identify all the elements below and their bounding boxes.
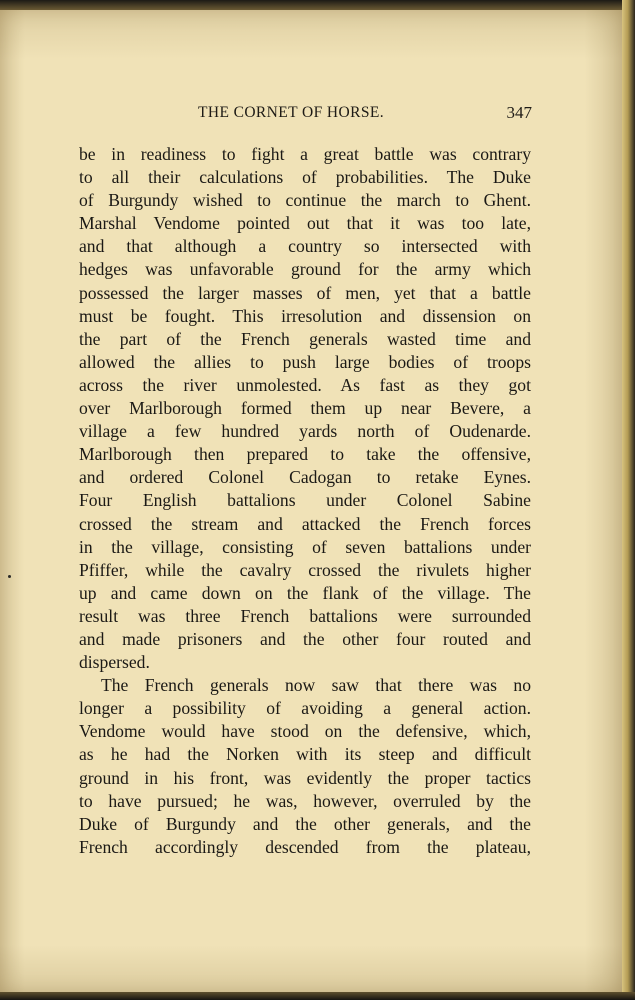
text-line: in the village, consisting of seven battalions under xyxy=(79,536,531,557)
text-line: Marlborough then prepared to take the offensive, xyxy=(79,444,531,465)
text-line: and that although a country so intersected with xyxy=(79,236,531,257)
page-right-edge xyxy=(622,0,635,1000)
text-line: Four English battalions under Colonel Sabine xyxy=(79,490,531,511)
text-line: over Marlborough formed them up near Bevere, a xyxy=(79,398,531,419)
page-number: 347 xyxy=(506,103,532,122)
text-line: possessed the larger masses of men, yet that a battle xyxy=(79,282,531,303)
text-line: hedges was unfavorable ground for the army which xyxy=(79,259,531,280)
page-header xyxy=(80,104,532,128)
text-line: must be fought. This irresolution and dissension on xyxy=(79,305,531,326)
text-line: allowed the allies to push large bodies of troops xyxy=(79,351,531,372)
text-line: ground in his front, was evidently the proper tactics xyxy=(79,767,531,788)
text-line: across the river unmolested. As fast as they got xyxy=(79,374,531,395)
page-top-shadow xyxy=(0,0,635,10)
text-line: as he had the Norken with its steep and difficult xyxy=(79,744,531,765)
body-text xyxy=(79,143,531,859)
text-line: and made prisoners and the other four routed and xyxy=(79,628,531,649)
text-line: to all their calculations of probabilities. The Duke xyxy=(79,167,531,188)
text-line: the part of the French generals wasted time and xyxy=(79,328,531,349)
text-line: Duke of Burgundy and the other generals, and the xyxy=(79,813,531,834)
text-line: French accordingly descended from the plateau, xyxy=(79,836,531,857)
text-line: crossed the stream and attacked the French forces xyxy=(79,513,531,534)
text-line: of Burgundy wished to continue the march to Ghent. xyxy=(79,190,531,211)
text-line: be in readiness to fight a great battle was contrary xyxy=(79,144,531,164)
text-line: dispersed. xyxy=(79,652,150,673)
text-line: The French generals now saw that there was no xyxy=(101,675,531,696)
text-line: Vendome would have stood on the defensive, which, xyxy=(79,721,531,742)
text-line: Marshal Vendome pointed out that it was too late, xyxy=(79,213,531,234)
running-title: THE CORNET OF HORSE. xyxy=(198,104,384,121)
margin-speck xyxy=(8,575,11,578)
text-line: Pfiffer, while the cavalry crossed the rivulets higher xyxy=(79,559,531,580)
text-line: and ordered Colonel Cadogan to retake Eynes. xyxy=(79,467,531,488)
text-line: result was three French battalions were surrounded xyxy=(79,605,531,626)
text-line: village a few hundred yards north of Oudenarde. xyxy=(79,421,531,442)
text-line: up and came down on the flank of the village. The xyxy=(79,582,531,603)
text-line: to have pursued; he was, however, overruled by the xyxy=(79,790,531,811)
text-line: longer a possibility of avoiding a general action. xyxy=(79,698,531,719)
page-bottom-shadow xyxy=(0,992,635,1000)
